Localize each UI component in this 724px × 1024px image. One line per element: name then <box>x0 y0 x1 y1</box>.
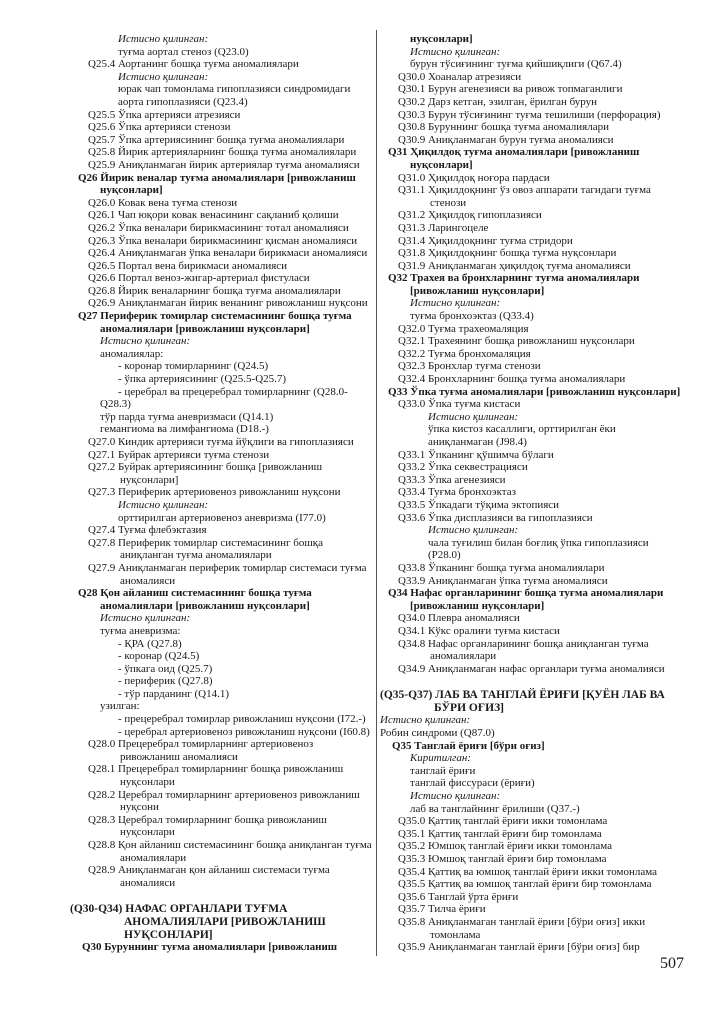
heading-continuation: [ривожланиш нуқсонлари] <box>410 284 545 297</box>
note-text: - периферик (Q27.8) <box>118 675 213 688</box>
note-label: Истисно қилинган: <box>380 714 471 727</box>
code-entry: Q28.1 Прецеребрал томирларнинг бошқа ривожланиш <box>88 763 344 776</box>
code-entry: Q35.9 Аниқланмаган танглай ёриғи [бўри оғиз] бир <box>398 941 640 954</box>
code-entry: Q34.9 Аниқланмаган нафас органлари туғма аномалияси <box>398 662 665 675</box>
code-entry: Q34.8 Нафас органларининг бошқа аниқланган туғма <box>398 637 649 650</box>
code-entry: Q26.3 Ўпка веналари бирикмасининг қисман аномалияси <box>88 234 358 247</box>
heading-continuation: [ривожланиш нуқсонлари] <box>410 599 545 612</box>
code-entry: Q35.5 Қаттиқ ва юмшоқ танглай ёриғи бир томонлама <box>398 878 652 891</box>
heading-continuation: нуқсонлари] <box>410 33 473 45</box>
note-text: бурун тўсиғининг туғма қийшиқлиги (Q67.4) <box>410 58 622 71</box>
note-text: (P28.0) <box>428 549 461 562</box>
section-heading-continuation: НУҚСОНЛАРИ] <box>124 928 213 941</box>
left-column <box>70 33 380 954</box>
note-text: - ўпкага оид (Q25.7) <box>118 662 213 675</box>
code-entry: Q32.2 Туғма бронхомаляция <box>398 347 531 360</box>
code-entry: Q26.2 Ўпка веналари бирикмасининг тотал аномалияси <box>88 221 349 234</box>
note-text: - прецеребрал томирлар ривожланиш нуқсони (I72.-) <box>118 713 366 726</box>
code-entry: Q35.0 Қаттиқ танглай ёриғи икки томонлама <box>398 815 608 828</box>
note-text: чала туғилиш билан боғлиқ ўпка гипоплазияси <box>428 536 649 549</box>
code-entry: Q27.0 Киндик артерияси туғма йўқлиги ва гипоплазияси <box>88 436 354 448</box>
code-entry: Q32.4 Бронхларнинг бошқа туғма аномалиялари <box>398 373 626 386</box>
code-entry: Q33.8 Ўпканинг бошқа туғма аномалиялари <box>398 561 605 574</box>
section-heading: (Q35-Q37) ЛАБ ВА ТАНГЛАЙ ЁРИҒИ [ҚУЁН ЛАБ ВА <box>380 689 665 702</box>
code-entry: Q33.3 Ўпка агенезияси <box>398 473 506 486</box>
heading: Q33 Ўпка туғма аномалиялари [ривожланиш нуқсонлари] <box>388 385 681 398</box>
heading: Q26 Йирик веналар туғма аномалиялари [ривожланиш <box>78 171 356 184</box>
blank-line <box>70 889 380 903</box>
code-entry: Q33.6 Ўпка дисплазияси ва гипоплазияси <box>398 511 593 524</box>
code-entry: Q33.0 Ўпка туғма кистаси <box>398 398 521 411</box>
note-label: Истисно қилинган: <box>118 70 209 83</box>
note-text: аорта гипоплазияси (Q23.4) <box>118 95 248 108</box>
code-entry: Q33.2 Ўпка секвестрацияси <box>398 461 528 474</box>
note-text: танглай фиссураси (ёриғи) <box>410 777 535 790</box>
heading: Q31 Ҳиқилдоқ туғма аномалиялари [ривожланиш <box>388 146 640 159</box>
code-entry: Q27.9 Аниқланмаган периферик томирлар системаси туғма <box>88 561 367 574</box>
note-text: аниқланмаган (J98.4) <box>428 436 527 448</box>
code-entry: Q30.1 Бурун агенезияси ва ривож топмаганлиги <box>398 83 623 96</box>
code-entry: Q32.1 Трахеянинг бошқа ривожланиш нуқсонлари <box>398 335 635 348</box>
code-entry: Q28.9 Аниқланмаган қон айланиш системаси туғма <box>88 864 330 877</box>
right-column <box>380 33 690 954</box>
code-entry: Q26.4 Аниқланмаган ўпка веналари бирикмаси аномалияси <box>88 247 368 260</box>
code-entry: Q28.0 Прецеребрал томирларнинг артериовеноз <box>88 738 314 751</box>
note-text: - тўр парданинг (Q14.1) <box>118 687 230 700</box>
code-entry: Q31.4 Ҳиқилдоқнинг туғма стридори <box>398 234 573 247</box>
entry-continuation: аномалиялари <box>430 650 497 663</box>
code-entry: Q25.6 Ўпка артерияси стенози <box>88 121 231 134</box>
note-text: - церебрал артериовеноз ривожланиш нуқсони (I60.8) <box>118 725 370 738</box>
code-entry: Q27.2 Буйрак артериясининг бошқа [ривожланиш <box>88 461 323 474</box>
code-entry: Q31.1 Ҳиқилдоқнинг ўз овоз аппарати тагидаги туғма <box>398 184 651 197</box>
code-entry: Q30.9 Аниқланмаган бурун туғма аномалияси <box>398 133 614 146</box>
code-entry: Q26.1 Чап юқори ковак венасининг сақланиб қолиши <box>88 209 339 222</box>
entry-continuation: стенози <box>430 196 467 209</box>
note-text: орттирилган артериовеноз аневризма (I77.0) <box>118 511 326 524</box>
note-text: юрак чап томонлама гипоплазияси синдромидаги <box>118 83 351 96</box>
code-entry: Q33.9 Аниқланмаган ўпка туғма аномалияси <box>398 574 608 587</box>
code-entry: Q26.9 Аниқланмаган йирик венанинг ривожланиш нуқсони <box>88 297 368 310</box>
entry-continuation: аномалияси <box>120 574 176 587</box>
note-text: - коронар томирларнинг (Q24.5) <box>118 360 269 373</box>
code-entry: Q32.3 Бронхлар туғма стенози <box>398 360 541 373</box>
code-entry: Q28.3 Церебрал томирларнинг бошқа ривожланиш <box>88 813 327 826</box>
note-text: - ўпка артериясининг (Q25.5-Q25.7) <box>118 373 287 386</box>
note-text: Q28.3) <box>100 398 131 411</box>
heading: Q27 Периферик томирлар системасининг бошқа туғма <box>78 310 352 323</box>
code-entry: Q35.3 Юмшоқ танглай ёриғи бир томонлама <box>398 853 607 865</box>
note-text: - коронар (Q24.5) <box>118 650 200 663</box>
heading-continuation: аномалиялари [ривожланиш нуқсонлари] <box>100 322 310 335</box>
note-text: аномалиялар: <box>100 347 164 360</box>
note-text: гемангиома ва лимфангиома (D18.-) <box>100 423 269 436</box>
section-heading-continuation: БЎРИ ОҒИЗ] <box>434 701 504 714</box>
category-heading: Q30 Буруннинг туғма аномалиялари [ривожланиш <box>82 941 338 954</box>
code-entry: Q35.4 Қаттиқ ва юмшоқ танглай ёриғи икки томонлама <box>398 865 657 878</box>
entry-continuation: нуқсонлари <box>120 826 175 839</box>
code-entry: Q28.8 Қон айланиш системасининг бошқа аниқланган туғма <box>88 839 372 851</box>
code-entry: Q28.2 Церебрал томирларнинг артериовеноз ривожланиш <box>88 788 360 801</box>
code-entry: Q35.7 Тилча ёриғи <box>398 903 486 916</box>
note-label: Истисно қилинган: <box>118 33 209 45</box>
entry-continuation: томонлама <box>430 928 481 941</box>
note-label: Киритилган: <box>410 752 471 765</box>
heading: Q28 Қон айланиш системасининг бошқа туғма <box>78 587 312 600</box>
code-entry: Q35.8 Аниқланмаган танглай ёриғи [бўри оғиз] икки <box>398 915 646 928</box>
code-entry: Q30.8 Буруннинг бошқа туғма аномалиялари <box>398 121 610 134</box>
code-entry: Q25.5 Ўпка артерияси атрезияси <box>88 108 241 121</box>
code-entry: Q25.9 Аниқланмаган йирик артериялар туғма аномалияси <box>88 158 360 171</box>
code-entry: Q25.4 Аортанинг бошқа туғма аномалиялари <box>88 58 299 71</box>
code-entry: Q32.0 Туғма трахеомаляция <box>398 322 529 335</box>
note-text: тўр парда туғма аневризмаси (Q14.1) <box>100 410 274 423</box>
category-heading: Q35 Танглай ёриғи [бўри оғиз] <box>392 739 545 752</box>
note-label: Истисно қилинган: <box>100 612 191 625</box>
entry-continuation: нуқсонлари <box>120 776 175 789</box>
note-label: Истисно қилинган: <box>410 45 501 58</box>
code-entry: Q27.4 Туғма флебэктазия <box>88 524 207 537</box>
section-heading-continuation: АНОМАЛИЯЛАРИ [РИВОЖЛАНИШ <box>124 915 326 928</box>
code-entry: Q33.1 Ўпканинг қўшимча бўлаги <box>398 448 554 461</box>
code-entry: Q27.1 Буйрак артерияси туғма стенози <box>88 448 270 461</box>
note-label: Истисно қилинган: <box>410 297 501 310</box>
note-text: узилган: <box>100 700 140 713</box>
note-label: Истисно қилинган: <box>118 498 209 511</box>
code-entry: Q27.8 Периферик томирлар системасининг бошқа <box>88 536 324 549</box>
heading: Q32 Трахея ва бронхларнинг туғма аномалиялари <box>388 272 640 285</box>
note-text: Робин синдроми (Q87.0) <box>380 727 495 740</box>
note-label: Истисно қилинган: <box>428 524 519 537</box>
code-entry: Q33.4 Туғма бронхоэктаз <box>398 486 516 499</box>
code-entry: Q26.8 Йирик веналарнинг бошқа туғма аномалиялари <box>88 284 341 297</box>
code-entry: Q25.8 Йирик артерияларнинг бошқа туғма аномалиялари <box>88 146 357 159</box>
code-entry: Q30.3 Бурун тўсиғининг туғма тешилиши (перфорация) <box>398 108 661 121</box>
entry-continuation: нуқсонлари] <box>120 473 179 486</box>
heading-continuation: нуқсонлари] <box>100 184 163 197</box>
note-text: ўпка кистоз касаллиги, орттирилган ёки <box>428 423 616 436</box>
note-label: Истисно қилинган: <box>100 335 191 348</box>
code-entry: Q35.1 Қаттиқ танглай ёриғи бир томонлама <box>398 827 602 840</box>
code-entry: Q30.2 Дарз кетган, эзилган, ёрилган бурун <box>398 95 598 108</box>
note-text: лаб ва танглайнинг ёрилиши (Q37.-) <box>410 802 580 815</box>
note-text: туғма аневризма: <box>100 624 181 637</box>
code-entry: Q31.9 Аниқланмаган ҳиқилдоқ туғма аномалияси <box>398 259 631 272</box>
page-number: 507 <box>660 955 684 972</box>
code-entry: Q30.0 Хоаналар атрезияси <box>398 70 522 83</box>
code-entry: Q35.2 Юмшоқ танглай ёриғи икки томонлама <box>398 840 613 853</box>
code-entry: Q31.0 Ҳиқилдоқ ноғора пардаси <box>398 171 550 184</box>
heading-continuation: нуқсонлари] <box>410 158 473 171</box>
note-text: танглай ёриғи <box>410 764 476 777</box>
note-text: туғма бронхоэктаз (Q33.4) <box>410 310 534 323</box>
note-text: туғма аортал стеноз (Q23.0) <box>118 45 249 58</box>
code-entry: Q33.5 Ўпкадаги тўқима эктопияси <box>398 498 560 511</box>
code-entry: Q35.6 Танглай ўрта ёриғи <box>398 890 519 903</box>
note-text: - церебрал ва прецеребрал томирларнинг (Q28.0- <box>118 385 348 398</box>
heading-continuation: аномалиялари [ривожланиш нуқсонлари] <box>100 599 310 612</box>
code-entry: Q26.6 Портал веноз-жигар-артериал фистуласи <box>88 272 310 285</box>
section-heading: (Q30-Q34) НАФАС ОРГАНЛАРИ ТУҒМА <box>70 903 288 916</box>
code-entry: Q31.2 Ҳиқилдоқ гипоплазияси <box>398 209 542 222</box>
note-label: Истисно қилинган: <box>428 410 519 423</box>
code-entry: Q25.7 Ўпка артериясининг бошқа туғма аномалиялари <box>88 133 345 146</box>
blank-line <box>380 675 690 689</box>
note-label: Истисно қилинган: <box>410 790 501 803</box>
code-entry: Q31.8 Ҳиқилдоқнинг бошқа туғма нуқсонлари <box>398 247 617 260</box>
code-entry: Q34.1 Кўкс оралиғи туғма кистаси <box>398 624 560 637</box>
code-entry: Q34.0 Плевра аномалияси <box>398 612 520 625</box>
entry-continuation: нуқсони <box>120 801 159 814</box>
note-text: - ҚРА (Q27.8) <box>118 637 182 650</box>
entry-continuation: аномалияси <box>120 876 176 889</box>
entry-continuation: аниқланган туғма аномалиялари <box>120 549 272 562</box>
code-entry: Q31.3 Ларингоцеле <box>398 221 489 234</box>
code-entry: Q26.0 Ковак вена туғма стенози <box>88 196 238 209</box>
column-divider <box>376 30 377 956</box>
code-entry: Q27.3 Периферик артериовеноз ривожланиш нуқсони <box>88 486 341 499</box>
entry-continuation: ривожланиш аномалияси <box>120 750 238 763</box>
heading: Q34 Нафас органларининг бошқа туғма аномалиялари <box>388 587 664 600</box>
code-entry: Q26.5 Портал вена бирикмаси аномалияси <box>88 259 288 272</box>
entry-continuation: аномалиялари <box>120 851 187 864</box>
